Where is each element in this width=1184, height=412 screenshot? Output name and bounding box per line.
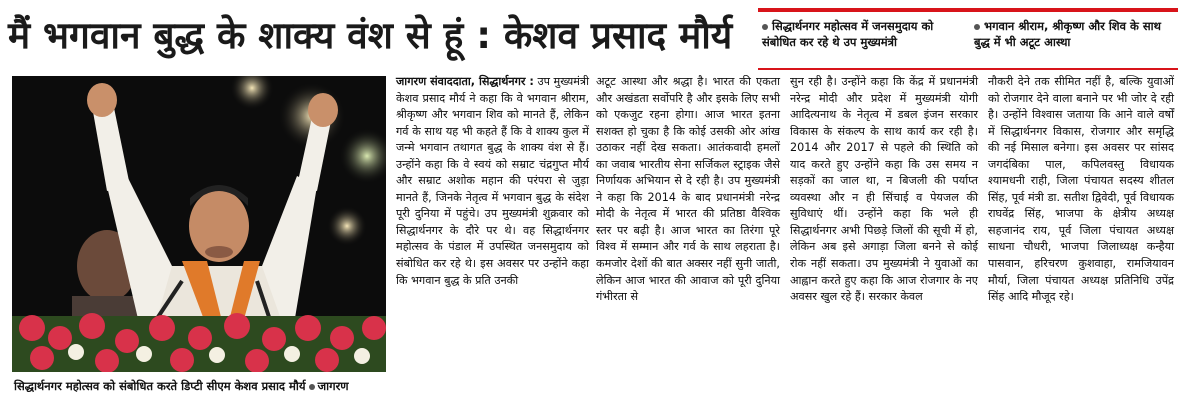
highlight-item <box>762 18 964 50</box>
highlight-item <box>974 18 1178 50</box>
bullet-icon <box>309 384 315 390</box>
speaker-illustration <box>12 76 386 372</box>
article-column-1 <box>396 74 589 289</box>
article-text: उप मुख्यमंत्री केशव प्रसाद मौर्य ने कहा कि वे भगवान श्रीराम, श्रीकृष्ण और भगवान शिव को मानते हैं, लेकिन गर्व के साथ यह भी कहते हैं कि वे शाक्य कुल में जन्मे भगवान तथागत बुद्ध के शाक्य वंश से हैं। उन्होंने कहा कि वे स्वयं को सम्राट चंद्रगुप्त मौर्य और सम्राट अशोक महान की परंपरा से जुड़ा मानते हैं, जिनके नेतृत्व में भगवान बुद्ध के संदेश पूरी दुनिया में पहुंचे। उप मुख्यमंत्री शुक्रवार को सिद्धार्थनगर के दौरे पर थे। वह सिद्धार्थनगर महोत्सव के पंडाल में उपस्थित जनसमुदाय को संबोधित कर रहे थे। इस अवसर पर उन्होंने कहा कि भगवान बुद्ध के प्रति उनकी <box>396 75 589 287</box>
bullet-icon <box>974 24 980 30</box>
caption-text: सिद्धार्थनगर महोत्सव को संबोधित करते डिप्टी सीएम केशव प्रसाद मौर्य <box>14 379 306 393</box>
news-photo <box>12 76 386 372</box>
article-text: नौकरी देने तक सीमित नहीं है, बल्कि युवाओं को रोजगार देने वाला बनाने पर भी जोर दे रही है। उन्होंने विश्वास जताया कि आने वाले वर्षों में सिद्धार्थनगर विकास, रोजगार और समृद्धि की नई मिसाल बनेगा। इस अवसर पर सांसद जगदंबिका पाल, कपिलवस्तु विधायक श्यामधनी राही, जिला पंचायत सदस्य शीतल सिंह, पूर्व मंत्री डा. सतीश द्विवेदी, पूर्व विधायक राघवेंद्र सिंह, भाजपा के क्षेत्रीय अध्यक्ष सहजानंद राय, पूर्व जिला पंचायत अध्यक्ष साधना चौधरी, भाजपा जिलाध्यक्ष कन्हैया पासवान, हरिचरण कुशवाहा, रामजियावन मौर्या, जिला पंचायत अध्यक्ष प्रतिनिधि उपेंद्र सिंह आदि मौजूद रहे। <box>988 75 1174 304</box>
highlight-text: भगवान श्रीराम, श्रीकृष्ण और शिव के साथ बुद्ध में भी अटूट आस्था <box>974 19 1161 49</box>
photo-caption <box>14 378 386 394</box>
bullet-icon <box>762 24 768 30</box>
byline: जागरण संवाददाता, सिद्धार्थनगर : <box>396 75 534 88</box>
article-column-3 <box>790 74 978 306</box>
headline: मैं भगवान बुद्ध के शाक्य वंश से हूं : केशव प्रसाद मौर्य <box>8 14 733 57</box>
article-column-4 <box>988 74 1174 306</box>
caption-credit: जागरण <box>317 379 349 393</box>
highlights-box <box>758 8 1178 70</box>
article-text: सुन रही है। उन्होंने कहा कि केंद्र में प्रधानमंत्री नरेन्द्र मोदी और प्रदेश में मुख्यमंत्री योगी आदित्यनाथ के नेतृत्व में डबल इंजन सरकार विकास के संकल्प के साथ कार्य कर रही है। 2014 और 2017 से पहले की स्थिति को याद करते हुए उन्होंने कहा कि उस समय न सड़कों का जाल था, न बिजली की पर्याप्त व्यवस्था और न ही सिंचाई व पेयजल की सुविधाएं थीं। उन्होंने कहा कि भले ही सिद्धार्थनगर अभी पिछड़े जिलों की सूची में हो, लेकिन अब इसे अगाड़ा जिला बनने से कोई रोक नहीं सकता। उप मुख्यमंत्री ने युवाओं का आह्वान करते हुए कहा कि आज रोजगार के नए अवसर खुल रहे हैं। सरकार केवल <box>790 75 978 304</box>
article-column-2 <box>596 74 780 306</box>
highlight-text: सिद्धार्थनगर महोत्सव में जनसमुदाय को संबोधित कर रहे थे उप मुख्यमंत्री <box>762 19 934 49</box>
article-text: अटूट आस्था और श्रद्धा है। भारत की एकता और अखंडता सर्वोपरि है और इसके लिए सभी को एकजुट रहना होगा। आज भारत इतना सशक्त हो चुका है कि कोई उसकी ओर आंख उठाकर नहीं देख सकता। आतंकवादी हमलों का जवाब भारतीय सेना सर्जिकल स्ट्राइक जैसे निर्णायक अभियान से दे रही है। उप मुख्यमंत्री ने कहा कि 2014 के बाद प्रधानमंत्री नरेन्द्र मोदी के नेतृत्व में भारत की प्रतिष्ठा वैश्विक स्तर पर बढ़ी है। आज भारत का तिरंगा पूरे विश्व में सम्मान और गर्व के साथ लहराता है। कमजोर देशों की बात अक्सर नहीं सुनी जाती, लेकिन आज भारत की आवाज को पूरी दुनिया गंभीरता से <box>596 75 780 304</box>
